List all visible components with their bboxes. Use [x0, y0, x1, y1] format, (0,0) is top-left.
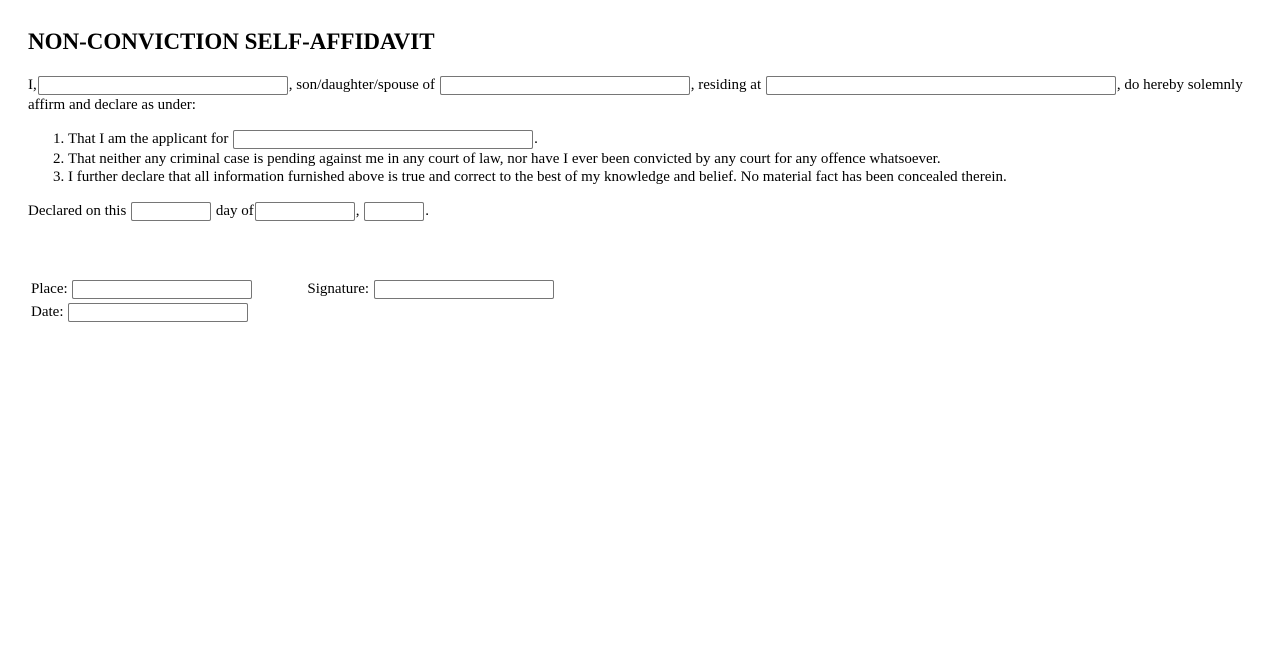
- intro-prefix: I,: [28, 77, 37, 93]
- declaration-item-2: 2. That neither any criminal case is pending against me in any court of law, nor have I ever been convicted by any court for any offence whatsoever.: [68, 150, 1250, 168]
- declaration-list: [28, 128, 1250, 186]
- residing-text: , residing at: [690, 77, 762, 93]
- declaration-1-prefix: That I am the applicant for: [68, 131, 229, 148]
- affidavit-form: [28, 0, 1250, 222]
- date-input[interactable]: [68, 303, 248, 322]
- signature-input[interactable]: [374, 280, 554, 299]
- relation-text: , son/daughter/spouse of: [288, 77, 435, 93]
- place-label: Place:: [31, 280, 68, 297]
- spacer-cell: [256, 279, 304, 300]
- declaration-1-suffix: .: [534, 131, 538, 148]
- declared-month-input[interactable]: [255, 202, 355, 221]
- page-title: NON-CONVICTION SELF-AFFIDAVIT: [28, 29, 435, 54]
- intro-suffix: , do hereby solemnly affirm and declare as under:: [28, 77, 1243, 114]
- place-signature-row: [30, 279, 556, 300]
- declared-year-input[interactable]: [364, 202, 424, 221]
- date-comma: ,: [355, 203, 360, 220]
- date-label: Date:: [31, 303, 64, 320]
- address-input[interactable]: [766, 76, 1116, 95]
- place-cell: [30, 279, 254, 300]
- declaration-item-3: 3. I further declare that all information furnished above is true and correct to the best of my knowledge and belief. No material fact has been concealed therein.: [68, 168, 1250, 186]
- parent-name-input[interactable]: [440, 76, 690, 95]
- declared-on-line: [28, 200, 1250, 222]
- declared-day-input[interactable]: [131, 202, 211, 221]
- intro-paragraph: [28, 75, 1250, 115]
- application-purpose-input[interactable]: [233, 130, 533, 149]
- date-period: .: [425, 203, 429, 220]
- declaration-item-1: [68, 128, 1250, 150]
- applicant-name-input[interactable]: [38, 76, 288, 95]
- signature-cell: [306, 279, 555, 300]
- date-cell: [30, 302, 254, 323]
- signature-label: Signature:: [307, 280, 370, 297]
- day-of-text: day of: [215, 203, 254, 220]
- place-input[interactable]: [72, 280, 252, 299]
- signature-table: [28, 277, 558, 325]
- declared-prefix: Declared on this: [28, 203, 127, 220]
- date-row: [30, 302, 556, 323]
